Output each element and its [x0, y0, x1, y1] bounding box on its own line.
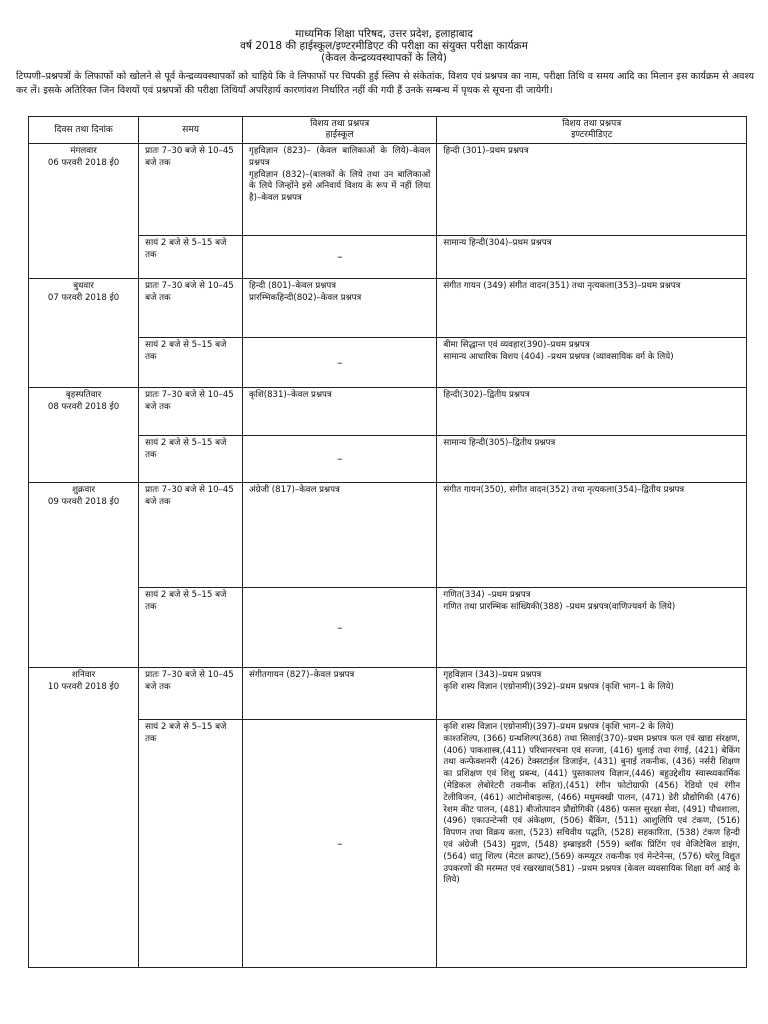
- column-header-day-label: दिवस तथा दिनांक: [54, 124, 113, 135]
- time-morning-cell: प्रातः 7–30 बजे से 10–45 बजे तक: [139, 144, 243, 236]
- column-header-intermediate-l2: इण्टरमीडिएट: [571, 130, 613, 140]
- schedule-body: [29, 144, 747, 968]
- paper-entry: कृशि शस्य विज्ञान (एग्रोनामी)(397)–प्रथम प्रश्नपत्र (कृशि भाग–2 के लिये): [443, 722, 674, 732]
- table-row: [29, 279, 747, 338]
- paper-entry: गणित तथा प्रारम्भिक सांख्यिकी(388) –प्रथम प्रश्नपत्र(वाणिज्यवर्ग के लिये): [443, 601, 676, 612]
- paper-entry: गृहविज्ञान (823)– (केवल बालिकाओं के लिये)–केवल प्रश्नपत्र: [249, 146, 431, 168]
- time-morning-cell: प्रातः 7–30 बजे से 10–45 बजे तक: [139, 388, 243, 436]
- table-row: [29, 388, 747, 436]
- intermediate-evening-cell: [437, 720, 747, 968]
- schedule-table: [28, 116, 747, 968]
- highschool-evening-cell: –: [243, 720, 437, 968]
- day-date-cell: [29, 388, 139, 483]
- intermediate-evening-cell: [437, 338, 747, 388]
- intermediate-morning-cell: [437, 144, 747, 236]
- time-evening-cell: सायं 2 बजे से 5–15 बजे तक: [139, 588, 243, 668]
- paper-entry: संगीत गायन (349) संगीत वादन(351) तथा नृत्यकला(353)–प्रथम प्रश्नपत्र: [443, 281, 681, 291]
- time-evening-cell: सायं 2 बजे से 5–15 बजे तक: [139, 338, 243, 388]
- weekday: बृहस्पतिवार: [65, 390, 102, 400]
- header-line-2: वर्ष 2018 की हाईस्कूल/इण्टरमीडिएट की परीक्षा का संयुक्त परीक्षा कार्यक्रम: [240, 40, 528, 52]
- intermediate-evening-cell: [437, 588, 747, 668]
- highschool-morning-cell: [243, 483, 437, 588]
- intermediate-morning-cell: [437, 668, 747, 720]
- exam-date: 10 फरवरी 2018 ई0: [47, 681, 120, 692]
- weekday: बुधवार: [73, 281, 94, 291]
- weekday: मंगलवार: [70, 146, 97, 156]
- paper-entry: कृशि शस्य विज्ञान (एग्रोनामी)(392)–प्रथम प्रश्नपत्र (कृशि भाग–1 के लिये): [443, 681, 674, 692]
- intermediate-morning-cell: [437, 279, 747, 338]
- time-morning-cell: प्रातः 7–30 बजे से 10–45 बजे तक: [139, 668, 243, 720]
- note-paragraph: टिप्पणी–प्रश्नपत्रों के लिफाफों को खोलने से पूर्व केन्द्रव्यवस्थापकों को चाहिये कि वे लिफाफों पर चिपकी हुई स्लिप से संकेतांक, विशय एवं प्रश्नपत्र का नाम, परीक्षा तिथि व समय आदि का मिलान इस कार्यक्रम से अवश्य कर लें। इसके अतिरिक्त जिन विशयों एवं प्रश्नपत्रों की परीक्षा तिथियाँ अपरिहार्य कारणांवश निर्धारित नहीं की गयी हैं उनके सम्बन्ध में पृथक से सूचना दी जायेगी।: [16, 71, 754, 96]
- column-header-time: [139, 117, 243, 144]
- column-header-intermediate: [437, 117, 747, 144]
- paper-entry: संगीतगायन (827)–केवल प्रश्नपत्र: [249, 670, 355, 680]
- day-date-cell: [29, 279, 139, 388]
- day-date-cell: [29, 668, 139, 968]
- column-header-highschool-l2: हाईस्कूल: [325, 130, 354, 140]
- column-header-intermediate-l1: विशय तथा प्रश्नपत्र: [562, 119, 622, 129]
- highschool-morning-cell: [243, 388, 437, 436]
- header-line-1: माध्यमिक शिक्षा परिषद, उत्तर प्रदेश, इलाहाबाद: [295, 28, 473, 40]
- time-evening-cell: सायं 2 बजे से 5–15 बजे तक: [139, 720, 243, 968]
- paper-entry: प्रारम्भिकहिन्दी(802)–केवल प्रश्नपत्र: [249, 292, 362, 303]
- paper-entry: हिन्दी (801)–केवल प्रश्नपत्र: [249, 281, 336, 291]
- paper-entry: संगीत गायन(350), संगीत वादन(352) तथा नृत्यकला(354)–द्वितीय प्रश्नपत्र: [443, 485, 685, 495]
- day-date-cell: [29, 144, 139, 279]
- intermediate-evening-cell: [437, 436, 747, 483]
- exam-date: 09 फरवरी 2018 ई0: [47, 496, 120, 507]
- time-evening-cell: सायं 2 बजे से 5–15 बजे तक: [139, 436, 243, 483]
- weekday: शनिवार: [71, 670, 96, 680]
- paper-entry: काश्तशिल्प, (366) ग्रन्थशिल्प(368) तथा सिलाई(370)–प्रथम प्रश्नपत्र फल एवं खाद्य संरक्षण, (406) पाकशास्त्र,(411) परिधानरचना एवं सज्जा, (416) धुलाई तथा रंगाई, (421) बेकिंग तथा कन्फेक्शनरी (426) टेक्सटाईल डिजाईन, (431) बुनाई तकनीक, (436) नर्सरी शिक्षण का प्रशिक्षण एवं शिशु प्रबन्ध, (441) पुस्तकालय विज्ञान,(446) बहुउद्देशीय स्वास्थ्यकार्मिक (मेडिकल लेबोरेटरी तकनीक सहित),(451) रंगीन फोटोग्राफी (456) रेडियो एवं रंगीन टेलीविजन, (461) आटोमोबाइल्स, (466) मधुमक्खी पालन, (471) डेरी प्रौद्योगिकी (476) रेशम कीट पालन, (481) बीजोत्पादन प्रौद्योगिकी (486) फसल सुरक्षा सेवा, (491) पौधशाला, (496) एकाउन्टेन्सी एवं अंकेक्षण, (506) बैंकिंग, (511) आशुलिपि एवं टंकण, (516) विपणन तथा विक्रय कला, (523) सचिवीय पद्धति, (528) सहकारिता, (538) टंकण हिन्दी एवं अंग्रेजी (543) मुद्रण, (548) इम्ब्राइडरी (559) ब्लॉक प्रिंटिंग एवं वेजिटेबिल डाइंग, (564) धातु शिल्प (मेटल क्राफ्ट),(569) कम्प्यूटर तकनीक एवं मेन्टेनेन्स, (576) घरेलू विद्युत उपकरणों की मरम्मत एवं रखरखाव(581) –प्रथम प्रश्नपत्र (केवल व्यवसायिक शिक्षा वर्ग आई के लिये): [443, 733, 740, 886]
- header-line-3: (केवल केन्द्रव्यवस्थापकों के लिये): [321, 52, 447, 64]
- time-morning-cell: प्रातः 7–30 बजे से 10–45 बजे तक: [139, 483, 243, 588]
- paper-entry: कृशि(831)–केवल प्रश्नपत्र: [249, 390, 332, 400]
- paper-entry: हिन्दी(302)–द्वितीय प्रश्नपत्र: [443, 390, 530, 400]
- highschool-evening-cell: –: [243, 436, 437, 483]
- intermediate-evening-cell: [437, 236, 747, 279]
- exam-date: 06 फरवरी 2018 ई0: [47, 157, 120, 168]
- highschool-evening-cell: –: [243, 236, 437, 279]
- paper-entry: सामान्य आधारिक विशय (404) –प्रथम प्रश्नपत्र (व्यावसायिक वर्ग के लिये): [443, 351, 674, 362]
- paper-entry: गृहविज्ञान (343)–प्रथम प्रश्नपत्र: [443, 670, 542, 680]
- intermediate-morning-cell: [437, 388, 747, 436]
- table-row: [29, 668, 747, 720]
- paper-entry: गणित(334) –प्रथम प्रश्नपत्र: [443, 590, 531, 600]
- paper-entry: गृहविज्ञान (832)–(बालकों के लिये तथा उन बालिकाओं के लिये जिन्होंने इसे अनिवार्य विशय के रूप में नहीं लिया है)–केवल प्रश्नपत्र: [249, 169, 431, 204]
- column-header-highschool-l1: विशय तथा प्रश्नपत्र: [310, 119, 370, 129]
- time-evening-cell: सायं 2 बजे से 5–15 बजे तक: [139, 236, 243, 279]
- column-header-day: [29, 117, 139, 144]
- intermediate-morning-cell: [437, 483, 747, 588]
- exam-date: 08 फरवरी 2018 ई0: [47, 401, 120, 412]
- table-header-row: [29, 117, 747, 144]
- highschool-evening-cell: –: [243, 588, 437, 668]
- paper-entry: बीमा सिद्धान्त एवं व्यवहार(390)–प्रथम प्रश्नपत्र: [443, 340, 590, 350]
- weekday: शुक्रवार: [72, 485, 96, 495]
- table-row: [29, 483, 747, 588]
- exam-date: 07 फरवरी 2018 ई0: [47, 292, 120, 303]
- highschool-morning-cell: [243, 144, 437, 236]
- paper-entry: अंग्रेजी (817)–केवल प्रश्नपत्र: [249, 485, 340, 495]
- day-date-cell: [29, 483, 139, 668]
- column-header-time-label: समय: [182, 124, 199, 135]
- column-header-highschool: [243, 117, 437, 144]
- paper-entry: सामान्य हिन्दी(305)–द्वितीय प्रश्नपत्र: [443, 438, 556, 448]
- paper-entry: सामान्य हिन्दी(304)–प्रथम प्रश्नपत्र: [443, 238, 552, 248]
- document-header: [0, 0, 768, 64]
- highschool-morning-cell: [243, 668, 437, 720]
- time-morning-cell: प्रातः 7–30 बजे से 10–45 बजे तक: [139, 279, 243, 338]
- table-row: [29, 144, 747, 236]
- paper-entry: हिन्दी (301)–प्रथम प्रश्नपत्र: [443, 146, 529, 156]
- highschool-evening-cell: –: [243, 338, 437, 388]
- highschool-morning-cell: [243, 279, 437, 338]
